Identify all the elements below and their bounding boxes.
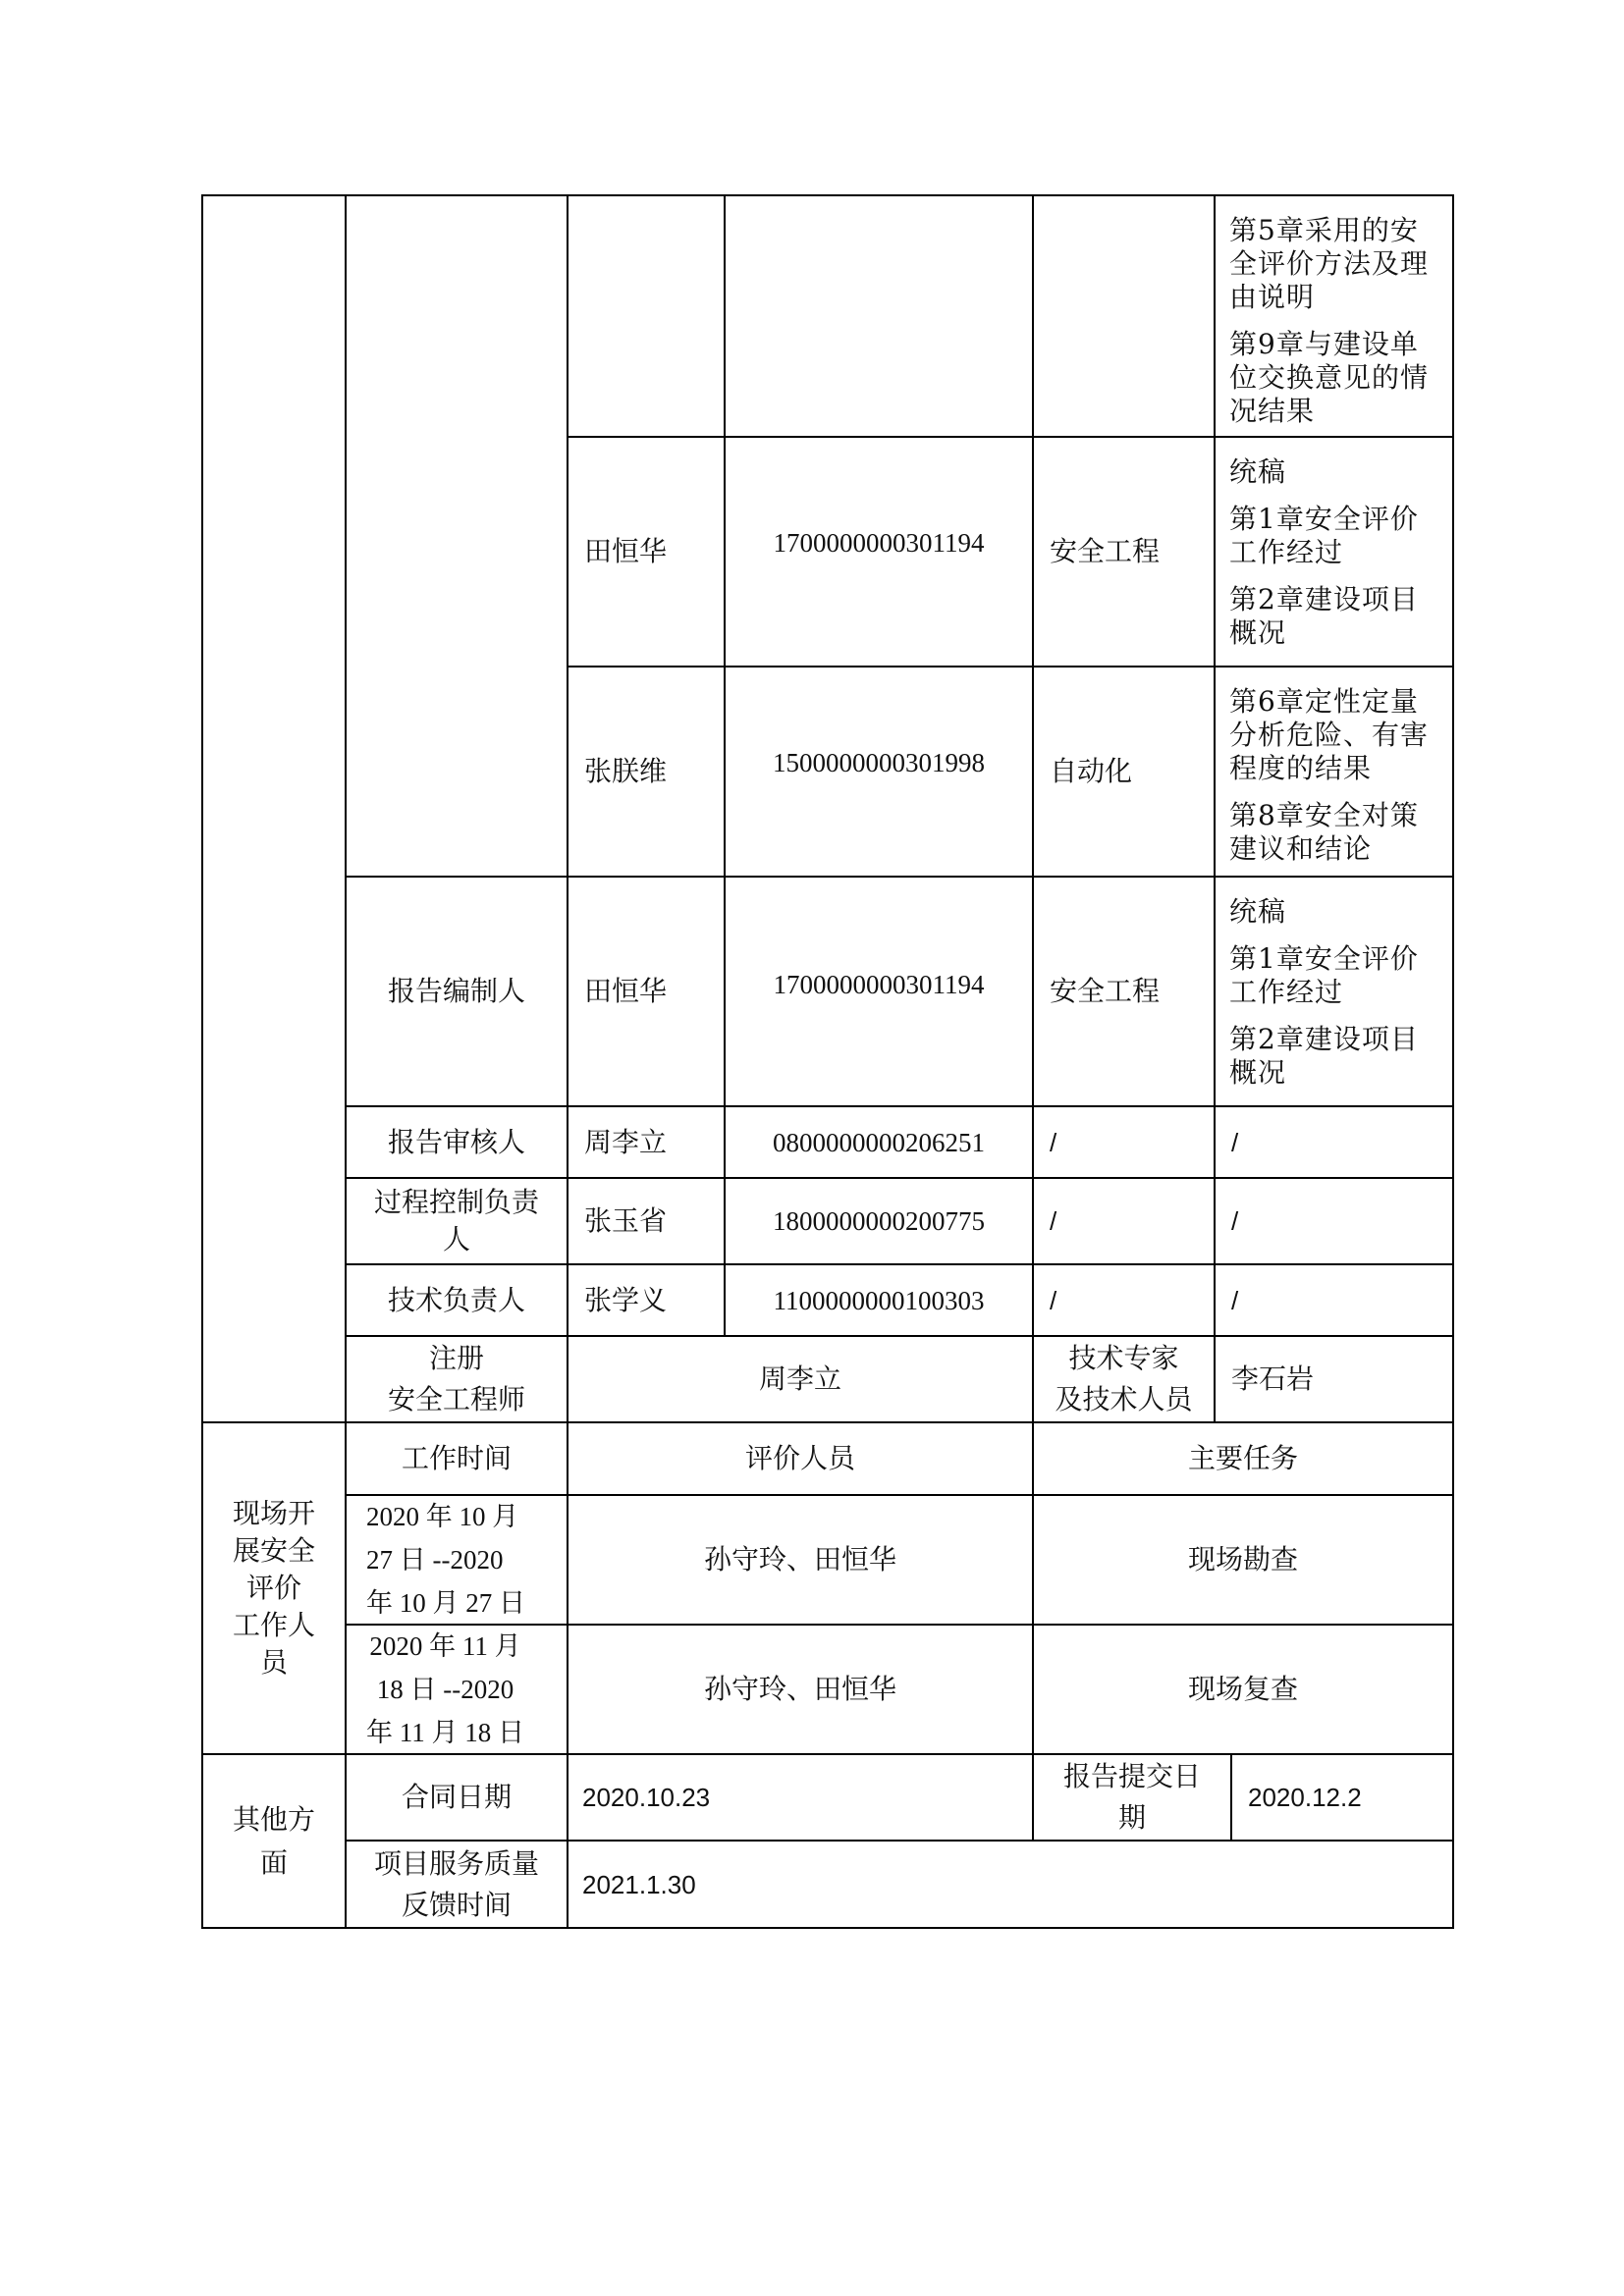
task: / <box>1231 1127 1239 1157</box>
task-item: 第8章安全对策建议和结论 <box>1229 799 1419 865</box>
column-header-time: 工作时间 <box>401 1442 512 1474</box>
major: 安全工程 <box>1050 535 1161 567</box>
evaluator-name: 田恒华 <box>584 975 668 1007</box>
task-item: 第2章建设项目概况 <box>1229 583 1419 649</box>
role-label: 技术负责人 <box>387 1283 525 1316</box>
work-time: 2020 年 10 月 27 日 --2020 年 10 月 27 日 <box>366 1502 525 1618</box>
submit-date: 2020.12.2 <box>1248 1783 1362 1812</box>
registered-engineer-label: 注册 安全工程师 <box>387 1342 525 1415</box>
contract-date-label: 合同日期 <box>401 1781 512 1813</box>
registered-engineer-name: 周李立 <box>758 1362 841 1395</box>
contract-date: 2020.10.23 <box>582 1783 711 1812</box>
staff: 孙守玲、田恒华 <box>703 1673 896 1705</box>
certificate-number: 1700000000301194 <box>773 970 985 999</box>
task-item: 统稿 <box>1229 455 1287 488</box>
role-label: 报告审核人 <box>387 1125 525 1158</box>
feedback-time-label: 项目服务质量 反馈时间 <box>373 1846 539 1921</box>
task: / <box>1231 1285 1239 1315</box>
evaluator-name: 张玉省 <box>584 1204 668 1237</box>
other-section-label: 其他方 面 <box>232 1802 315 1879</box>
task-list <box>1229 214 1440 428</box>
evaluator-name: 田恒华 <box>584 535 668 567</box>
certificate-number: 0800000000206251 <box>773 1127 985 1157</box>
main-task: 现场勘查 <box>1187 1543 1298 1575</box>
task-item: 第1章安全评价工作经过 <box>1229 942 1419 1008</box>
task-item: 第1章安全评价工作经过 <box>1229 503 1419 568</box>
task: / <box>1231 1206 1239 1236</box>
staff: 孙守玲、田恒华 <box>703 1543 896 1575</box>
column-header-task: 主要任务 <box>1187 1442 1298 1474</box>
table-border <box>201 194 1454 196</box>
expert-label: 技术专家 及技术人员 <box>1055 1342 1193 1415</box>
work-time: 2020 年 11 月 18 日 --2020 年 11 月 18 日 <box>366 1631 524 1747</box>
certificate-number: 1500000000301998 <box>773 748 985 777</box>
certificate-number: 1800000000200775 <box>773 1206 985 1236</box>
role-label: 过程控制负责 人 <box>373 1186 539 1255</box>
task-list <box>1229 685 1440 866</box>
column-header-staff: 评价人员 <box>744 1442 855 1474</box>
submit-date-label: 报告提交日 期 <box>1062 1760 1201 1834</box>
table-border <box>201 1927 1454 1929</box>
evaluator-name: 张朕维 <box>584 755 668 787</box>
expert-name: 李石岩 <box>1231 1362 1315 1395</box>
task-item: 第6章定性定量分析危险、有害程度的结果 <box>1229 685 1430 784</box>
certificate-number: 1100000000100303 <box>773 1285 985 1315</box>
task-list <box>1229 455 1440 650</box>
task-item: 第9章与建设单位交换意见的情况结果 <box>1229 328 1430 427</box>
major: 安全工程 <box>1050 975 1161 1007</box>
certificate-number: 1700000000301194 <box>773 528 985 558</box>
evaluator-name: 周李立 <box>584 1125 668 1158</box>
major: / <box>1050 1285 1057 1315</box>
evaluator-name: 张学义 <box>584 1283 668 1316</box>
task-list <box>1229 895 1440 1090</box>
task-item: 第5章采用的安全评价方法及理由说明 <box>1229 214 1430 313</box>
major: / <box>1050 1206 1057 1236</box>
task-item: 统稿 <box>1229 895 1287 928</box>
onsite-section-label: 现场开 展安全 评价 工作人 员 <box>232 1497 315 1679</box>
task-item: 第2章建设项目概况 <box>1229 1023 1419 1089</box>
major: 自动化 <box>1050 755 1133 787</box>
role-label: 报告编制人 <box>387 975 525 1007</box>
feedback-date: 2021.1.30 <box>582 1869 696 1899</box>
major: / <box>1050 1127 1057 1157</box>
main-task: 现场复查 <box>1187 1673 1298 1705</box>
table-border <box>1452 194 1454 1929</box>
